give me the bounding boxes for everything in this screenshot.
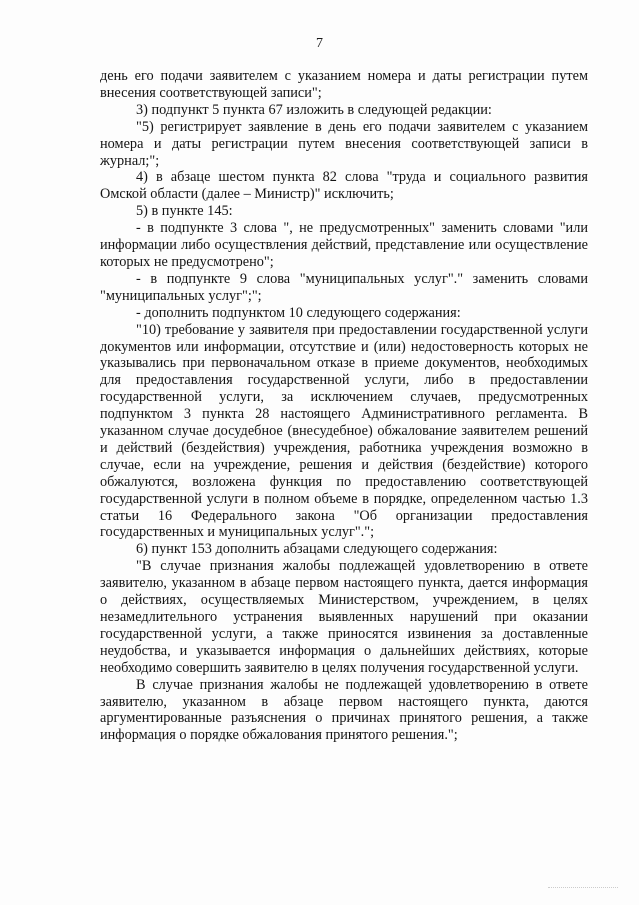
paragraph-item-3: 3) подпункт 5 пункта 67 изложить в следующей редакции: [136,101,492,118]
paragraph-continuation: день его подачи заявителем с указанием номера и даты регистрации путем внесения соответствующей записи"; [100,68,588,101]
paragraph-item-5-sub-3: - в подпункте 3 слова ", не предусмотренных" заменить словами "или информации либо осуществления действий, представление или осуществление которых не предусмотрено"; [100,220,588,270]
paragraph-item-5: 5) в пункте 145: [136,203,233,220]
paragraph-item-3-text: "5) регистрирует заявление в день его подачи заявителем с указанием номера и даты регистрации путем внесения соответствующей записи в журнал;"; [100,118,588,169]
scan-artifact [548,887,618,890]
paragraph-item-6: 6) пункт 153 дополнить абзацами следующего содержания: [136,541,498,558]
paragraph-item-5-add-10: - дополнить подпунктом 10 следующего содержания: [136,304,461,321]
paragraph-item-5-sub-10-text: "10) требование у заявителя при предоставлении государственной услуги документов или информации, отсутствие и (или) недостоверность которых не указывались при первоначальном отказе в приеме документов, необходимых для предоставления государственной услуги, либо в предоставлении государственной услуги, за исключением случаев, предусмотренных подпунктом 3 пункта 28 настоящего Административного регламента. В указанном случае досудебное (внесудебное) обжалование заявителем решений и действий (бездействия) учреждения, работника учреждения возможно в случае, если на учреждение, решения и действия (бездействие) которого обжалуются, возложена функция по предоставлению соответствующей государственной услуги в полном объеме в порядке, определенном частью 1.3 статьи 16 Федерального закона "Об организации предоставления государственных и муниципальных услуг"."; [100,321,588,541]
paragraph-item-6-text-1: "В случае признания жалобы подлежащей удовлетворению в ответе заявителю, указанном в абзаце первом настоящего пункта, дается информация о действиях, осуществляемых Министерством, учреждением, в целях незамедлительного устранения выявленных нарушений при оказании государственной услуги, а также приносятся извинения за доставленные неудобства, и указывается информация о дальнейших действиях, которые необходимо совершить заявителю в целях получения государственной услуги. [100,558,588,676]
paragraph-item-5-sub-9: - в подпункте 9 слова "муниципальных услуг"." заменить словами "муниципальных услуг";"; [100,270,588,304]
document-body [100,68,588,744]
page-number: 7 [316,36,323,51]
paragraph-item-4: 4) в абзаце шестом пункта 82 слова "труда и социального развития Омской области (далее – Министр)" исключить; [100,169,588,203]
paragraph-item-6-text-2: В случае признания жалобы не подлежащей удовлетворению в ответе заявителю, указанном в абзаце первом настоящего пункта, даются аргументированные разъяснения о причинах принятого решения, а также информация о порядке обжалования принятого решения."; [100,676,588,744]
